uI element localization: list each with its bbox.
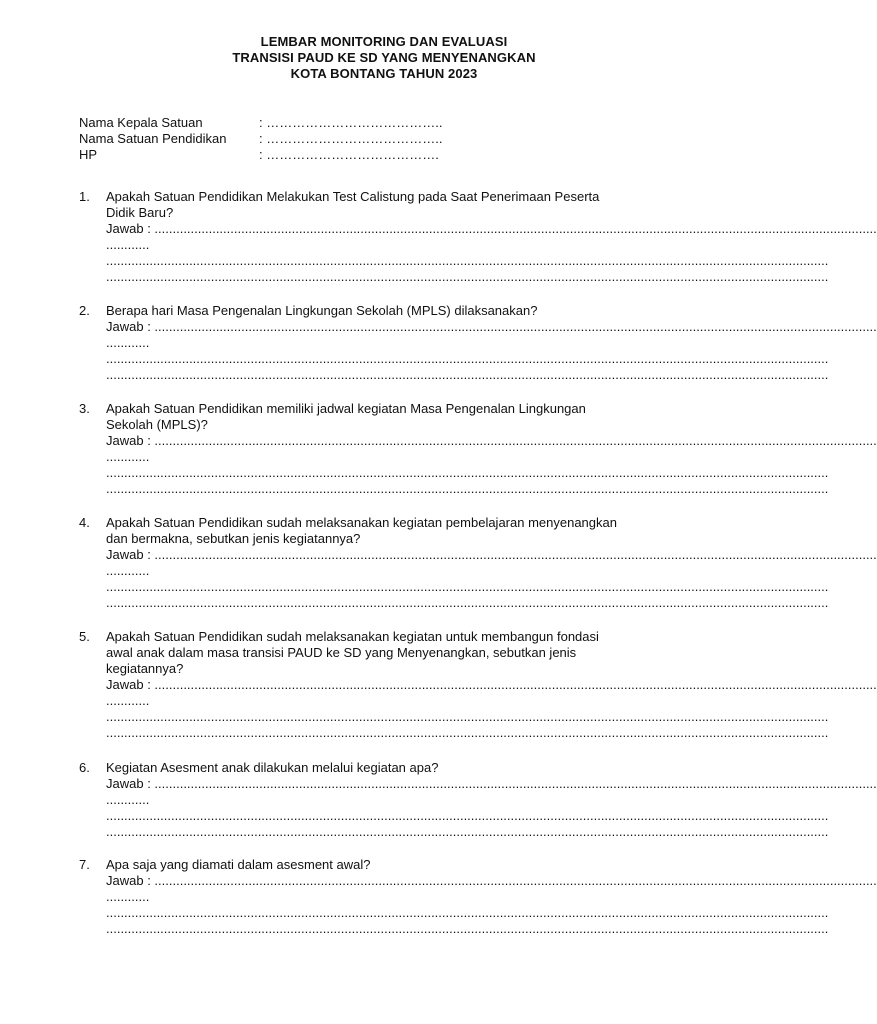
answer-dots-line[interactable]: ........................................................................................................................................................................................................: [106, 351, 829, 366]
question-body: [106, 303, 877, 383]
identity-row-kepala: [79, 115, 442, 131]
answer-dots-short[interactable]: ............: [106, 237, 150, 252]
answer-dots: ........................................................................................................................................................................................................: [154, 776, 877, 791]
question-number: 6.: [79, 760, 90, 775]
question-text-line: Apakah Satuan Pendidikan Melakukan Test Calistung pada Saat Penerimaan Peserta: [106, 189, 600, 204]
question-text-line: dan bermakna, sebutkan jenis kegiatannya?: [106, 531, 361, 546]
answer-dots-line[interactable]: ........................................................................................................................................................................................................: [106, 269, 829, 284]
question-text-line: Kegiatan Asesment anak dilakukan melalui kegiatan apa?: [106, 760, 439, 775]
answer-label: Jawab :: [106, 873, 155, 888]
identity-label: HP: [79, 147, 98, 162]
answer-line[interactable]: [106, 319, 877, 335]
answer-line[interactable]: [106, 433, 877, 449]
question-number: 1.: [79, 189, 90, 204]
question-body: [106, 189, 877, 285]
question-body: [106, 857, 877, 937]
identity-row-hp: [79, 147, 439, 163]
question-number: 7.: [79, 857, 90, 872]
question-text-line: awal anak dalam masa transisi PAUD ke SD yang Menyenangkan, sebutkan jenis: [106, 645, 577, 660]
answer-dots-short[interactable]: ............: [106, 449, 150, 464]
answer-dots-line[interactable]: ........................................................................................................................................................................................................: [106, 905, 829, 920]
answer-line[interactable]: [106, 221, 877, 237]
question-body: [106, 515, 877, 611]
question-text-line: Apakah Satuan Pendidikan sudah melaksanakan kegiatan untuk membangun fondasi: [106, 629, 599, 644]
answer-dots: ........................................................................................................................................................................................................: [154, 319, 877, 334]
answer-dots: ........................................................................................................................................................................................................: [154, 873, 877, 888]
answer-dots-short[interactable]: ............: [106, 792, 150, 807]
answer-dots-line[interactable]: ........................................................................................................................................................................................................: [106, 808, 829, 823]
document-title-line-2: TRANSISI PAUD KE SD YANG MENYENANGKAN: [232, 50, 536, 65]
question-body: [106, 629, 877, 741]
identity-label: Nama Kepala Satuan: [79, 115, 203, 130]
answer-dots-short[interactable]: ............: [106, 563, 150, 578]
question-body: [106, 401, 877, 497]
document-title-line-3: KOTA BONTANG TAHUN 2023: [290, 66, 478, 81]
answer-dots-line[interactable]: ........................................................................................................................................................................................................: [106, 481, 829, 496]
answer-line[interactable]: [106, 547, 877, 563]
question-text-line: Apakah Satuan Pendidikan sudah melaksanakan kegiatan pembelajaran menyenangkan: [106, 515, 617, 530]
question-text-line: Sekolah (MPLS)?: [106, 417, 208, 432]
answer-label: Jawab :: [106, 677, 155, 692]
question-text-line: kegiatannya?: [106, 661, 184, 676]
question-number: 4.: [79, 515, 90, 530]
document-title-line-1: LEMBAR MONITORING DAN EVALUASI: [260, 34, 508, 49]
answer-label: Jawab :: [106, 319, 155, 334]
question-text-line: Apa saja yang diamati dalam asesment awal?: [106, 857, 371, 872]
question-text-line: Didik Baru?: [106, 205, 174, 220]
answer-label: Jawab :: [106, 547, 155, 562]
question-text-line: Apakah Satuan Pendidikan memiliki jadwal kegiatan Masa Pengenalan Lingkungan: [106, 401, 586, 416]
answer-label: Jawab :: [106, 433, 155, 448]
answer-line[interactable]: [106, 776, 877, 792]
answer-dots-line[interactable]: ........................................................................................................................................................................................................: [106, 465, 829, 480]
question-number: 5.: [79, 629, 90, 644]
answer-line[interactable]: [106, 873, 877, 889]
identity-value: : …………………………………..: [259, 115, 443, 130]
answer-dots-line[interactable]: ........................................................................................................................................................................................................: [106, 253, 829, 268]
identity-value: : ………………………………….: [259, 147, 439, 162]
answer-label: Jawab :: [106, 776, 155, 791]
question-text-line: Berapa hari Masa Pengenalan Lingkungan Sekolah (MPLS) dilaksanakan?: [106, 303, 538, 318]
identity-label: Nama Satuan Pendidikan: [79, 131, 227, 146]
answer-dots-line[interactable]: ........................................................................................................................................................................................................: [106, 709, 829, 724]
answer-dots: ........................................................................................................................................................................................................: [154, 433, 877, 448]
answer-dots: ........................................................................................................................................................................................................: [154, 677, 877, 692]
answer-dots-line[interactable]: ........................................................................................................................................................................................................: [106, 921, 829, 936]
answer-dots: ........................................................................................................................................................................................................: [154, 221, 877, 236]
question-body: [106, 760, 877, 840]
question-number: 2.: [79, 303, 90, 318]
answer-line[interactable]: [106, 677, 877, 693]
answer-dots-line[interactable]: ........................................................................................................................................................................................................: [106, 367, 829, 382]
answer-dots-short[interactable]: ............: [106, 693, 150, 708]
answer-dots-line[interactable]: ........................................................................................................................................................................................................: [106, 595, 829, 610]
answer-dots-short[interactable]: ............: [106, 889, 150, 904]
answer-dots-line[interactable]: ........................................................................................................................................................................................................: [106, 579, 829, 594]
answer-dots-line[interactable]: ........................................................................................................................................................................................................: [106, 824, 829, 839]
identity-row-satuan: [79, 131, 442, 147]
answer-label: Jawab :: [106, 221, 155, 236]
question-number: 3.: [79, 401, 90, 416]
answer-dots-line[interactable]: ........................................................................................................................................................................................................: [106, 725, 829, 740]
answer-dots: ........................................................................................................................................................................................................: [154, 547, 877, 562]
answer-dots-short[interactable]: ............: [106, 335, 150, 350]
identity-value: : …………………………………..: [259, 131, 443, 146]
